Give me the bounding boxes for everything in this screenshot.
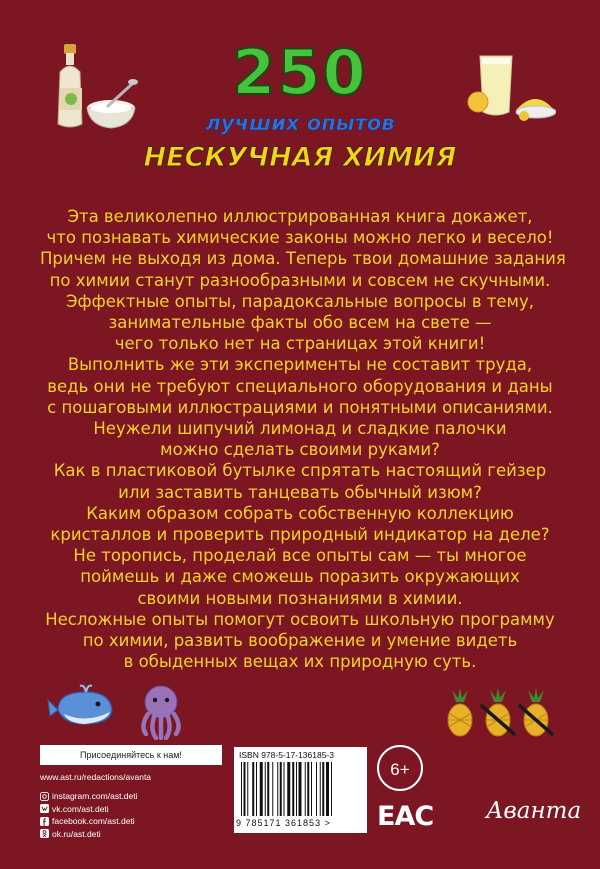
description-line: Неужели шипучий лимонад и сладкие палочки <box>93 419 507 439</box>
book-subtitle: лучших опытов <box>205 111 395 135</box>
octopus-illustration <box>134 682 188 740</box>
social-link-instagram[interactable] <box>40 790 222 803</box>
description-line: Каким образом собрать собственную коллекцию <box>86 503 514 523</box>
description-line: Причем не выходя из дома. Теперь твои домашние задания <box>40 249 566 269</box>
description-line: ведь они не требуют специального оборудования и даны <box>47 376 553 396</box>
publisher-website-link[interactable]: www.ast.ru/redactions/avanta <box>40 772 152 782</box>
facebook-icon <box>40 817 49 826</box>
description-line: по химии станут разнообразными и совсем не скучными. <box>49 270 551 290</box>
isbn-barcode-box <box>234 747 367 833</box>
description-line: Не торопись, проделай все опыты сам — ты многое <box>73 546 527 566</box>
description-line: чего только нет на страницах этой книги! <box>114 334 486 354</box>
description-line: кристаллов и проверить природный индикатор на деле? <box>50 525 550 545</box>
whale-illustration <box>46 680 126 730</box>
description-line: Как в пластиковой бутылке спрятать настоящий гейзер <box>53 461 547 481</box>
description-line: Несложные опыты помогут освоить школьную программу <box>45 609 555 629</box>
book-title: НЕСКУЧНАЯ ХИМИЯ <box>143 142 457 173</box>
eac-mark: ЕАС <box>377 801 434 832</box>
description-line: что познавать химические законы можно легко и весело! <box>46 228 554 248</box>
description-line: занимательные факты обо всем на свете — <box>108 313 492 333</box>
social-link-vk[interactable] <box>40 803 222 816</box>
book-title-number: 250 <box>232 36 368 109</box>
social-links <box>40 790 222 840</box>
odnoklassniki-icon <box>40 829 49 838</box>
instagram-icon <box>40 792 49 801</box>
publisher-contacts <box>40 745 222 840</box>
social-link-text: instagram.com/ast.deti <box>52 791 138 801</box>
description-line: с пошаговыми иллюстрациями и понятными описаниями. <box>47 397 553 417</box>
social-link-odnoklassniki[interactable] <box>40 828 222 841</box>
social-link-facebook[interactable] <box>40 815 222 828</box>
book-description <box>40 206 566 672</box>
social-link-text: ok.ru/ast.deti <box>52 828 101 839</box>
pineapples-illustration <box>438 688 558 738</box>
description-line: поймешь и даже сможешь поразить окружающих <box>80 567 520 587</box>
description-line: в обыденных вещах их природную суть. <box>123 652 477 672</box>
description-line: Эта великолепно иллюстрированная книга докажет, <box>67 207 533 226</box>
social-link-text: vk.com/ast.deti <box>52 803 109 814</box>
join-us-label: Присоединяйтесь к нам! <box>40 745 222 765</box>
vk-icon <box>40 804 49 813</box>
publisher-logo: Аванта <box>486 798 582 824</box>
description-line: Эффектные опыты, парадоксальные вопросы в тему, <box>65 291 535 311</box>
description-line: по химии, развить воображение и умение видеть <box>82 631 518 651</box>
description-line: своими новыми познаниями в химии. <box>137 588 463 608</box>
description-line: Выполнить же эти эксперименты не составит труда, <box>67 355 533 375</box>
social-link-text: facebook.com/ast.deti <box>52 816 135 826</box>
barcode <box>239 762 359 816</box>
barcode-number: 9 785171 361853 > <box>236 818 331 828</box>
age-rating-badge: 6+ <box>377 745 423 791</box>
description-line: можно сделать своими руками? <box>160 440 440 460</box>
isbn-number: ISBN 978-5-17-136185-3 <box>239 750 334 760</box>
description-line: или заставить танцевать обычный изюм? <box>118 482 482 502</box>
